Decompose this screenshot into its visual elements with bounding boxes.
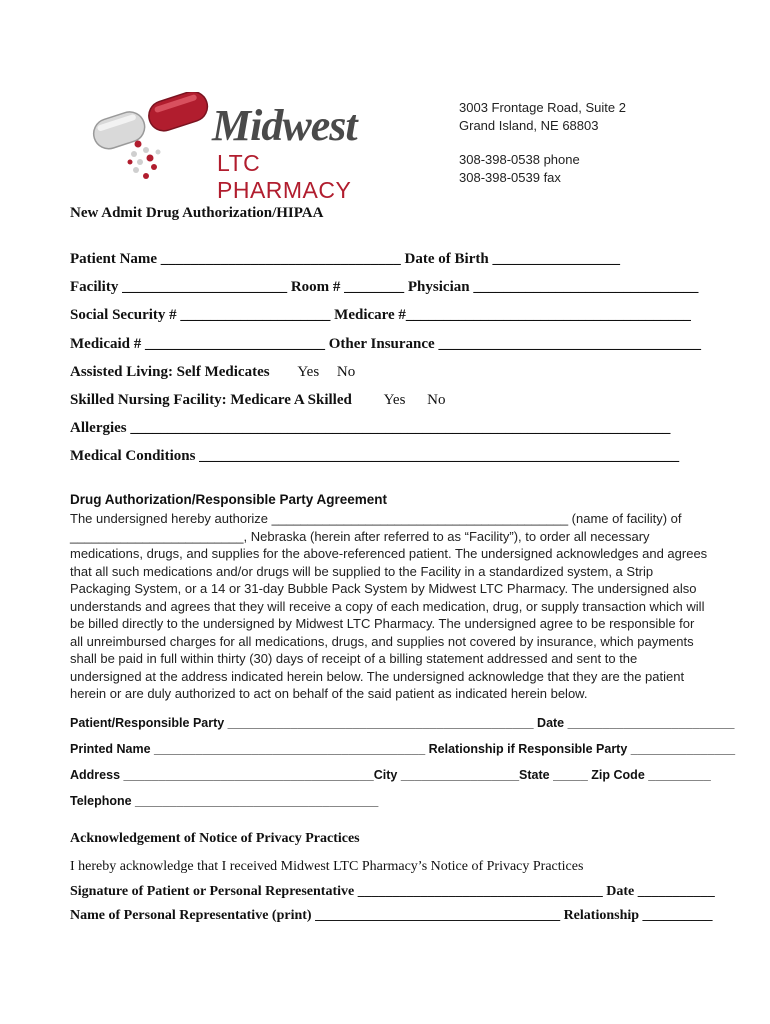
patient-name-row[interactable]: Patient Name ________________________________ Date of Birth _________________ <box>70 251 620 267</box>
address-row[interactable]: Address ____________________________________City _________________State _____ Zip Code _________ <box>70 768 711 782</box>
privacy-text: I hereby acknowledge that I received Midwest LTC Pharmacy’s Notice of Privacy Practices <box>70 859 584 874</box>
skilled-nursing-no[interactable]: No <box>427 392 446 408</box>
address-line-1: 3003 Frontage Road, Suite 2 <box>459 100 626 115</box>
agreement-title: Drug Authorization/Responsible Party Agreement <box>70 492 388 507</box>
capsule-icon <box>88 92 218 182</box>
allergies-row[interactable]: Allergies ________________________________________________________________________ <box>70 420 671 436</box>
medicaid-row[interactable]: Medicaid # ________________________ Other Insurance ___________________________________ <box>70 336 701 352</box>
skilled-nursing-yes[interactable]: Yes <box>383 392 406 408</box>
contact-block <box>459 99 626 187</box>
agreement-text: The undersigned hereby authorize _________________________________________ (name of facility) of ________________________, Nebraska (herein after referred to as “Facility”), to order all necessary medications, drugs, and supplies for the above-referenced patient. The undersigned acknowledges and agrees that all such medications and/or drugs will be supplied to the Facility in a standardized system, a Strip Packaging System, or a 14 or 31-day Bubble Pack System by Midwest LTC Pharmacy. The undersigned also understands and agrees that they will receive a copy of each medication, drug, or supply transaction which will be billed directly to the undersigned by Midwest LTC Pharmacy. The undersigned agree to be responsible for all unreimbursed charges for all medications, drugs, and supplies not covered by insurance, which payments shall be paid in full within thirty (30) days of receipt of a billing statement addressed and sent to the undersigned at the address indicated herein below. The undersigned acknowledge that they are the patient herein or are duly authorized to act on behalf of the said patient as indicated herein below. <box>70 511 708 701</box>
medical-conditions-row[interactable]: Medical Conditions ________________________________________________________________ <box>70 448 680 464</box>
assisted-living-row <box>70 364 355 381</box>
facility-row[interactable]: Facility ______________________ Room # ________ Physician ______________________________ <box>70 279 699 295</box>
assisted-living-yes[interactable]: Yes <box>297 364 320 380</box>
brand-subtitle: LTC PHARMACY <box>217 150 352 203</box>
fax-number: 308-398-0539 fax <box>459 170 561 185</box>
assisted-living-no[interactable]: No <box>336 364 356 380</box>
social-security-row[interactable]: Social Security # ____________________ Medicare #______________________________________ <box>70 307 691 323</box>
skilled-nursing-label: Skilled Nursing Facility: Medicare A Skilled <box>70 392 352 408</box>
address-line-2: Grand Island, NE 68803 <box>459 118 599 133</box>
company-logo <box>88 92 378 203</box>
telephone-row[interactable]: Telephone ___________________________________ <box>70 794 379 808</box>
skilled-nursing-row <box>70 392 446 409</box>
signature-row[interactable]: Signature of Patient or Personal Representative ___________________________________ Date ___________ <box>70 884 715 899</box>
representative-row[interactable]: Name of Personal Representative (print) ___________________________________ Relationship __________ <box>70 908 713 923</box>
brand-name: Midwest <box>212 101 357 150</box>
privacy-title: Acknowledgement of Notice of Privacy Practices <box>70 831 360 846</box>
phone-number: 308-398-0538 phone <box>459 152 580 167</box>
printed-name-row[interactable]: Printed Name _______________________________________ Relationship if Responsible Party _______________ <box>70 742 736 756</box>
assisted-living-label: Assisted Living: Self Medicates <box>70 364 270 380</box>
responsible-party-row[interactable]: Patient/Responsible Party ____________________________________________ Date ________________________ <box>70 716 735 730</box>
form-title: New Admit Drug Authorization/HIPAA <box>70 205 324 221</box>
